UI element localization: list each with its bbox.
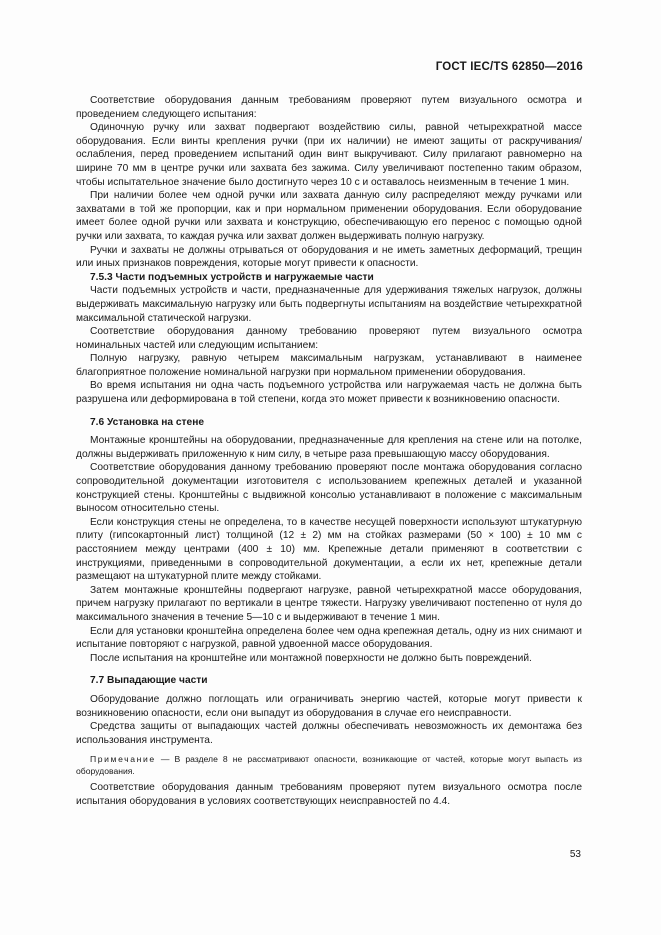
page-number: 53 bbox=[569, 849, 581, 860]
note bbox=[76, 753, 582, 777]
section-heading-7-5-3: 7.5.3 Части подъемных устройств и нагружаемые части bbox=[90, 271, 374, 283]
section-heading-7-6: 7.6 Установка на стене bbox=[90, 416, 205, 428]
paragraph: Оборудование должно поглощать или ограничивать энергию частей, которые могут привести к возникновению опасности, если они выпадут из оборудования в случае его неисправности. bbox=[76, 693, 582, 719]
paragraph: При наличии более чем одной ручки или захвата данную силу распределяют между ручками или захватами в той же пропорции, как и при нормальном применении оборудования. Если оборудование имеет более одной ручки или захвата и конструкцию, обеспечивающую его перенос с помощью одной ручки или захвата, то каждая ручка или захват должен выдерживать полную нагрузку. bbox=[76, 190, 582, 242]
paragraph: Полную нагрузку, равную четырем максимальным нагрузкам, устанавливают в наименее благоприятное положение номинальной нагрузки при нормальном применении оборудования. bbox=[76, 353, 582, 378]
paragraph: Соответствие оборудования данным требованиям проверяют путем визуального осмотра после испытания оборудования в условиях соответствующих неисправностей по 4.4. bbox=[76, 782, 582, 807]
paragraph: Соответствие оборудования данному требованию проверяют после монтажа оборудования согласно сопроводительной документации изготовителя с использованием крепежных деталей и указанной конструкцией стены. Кронштейны с выдвижной консолью устанавливают в положение с максимальным выносом относительно стены. bbox=[76, 462, 582, 515]
paragraph: Затем монтажные кронштейны подвергают нагрузке, равной четырехкратной массе оборудования, причем нагрузку прилагают по вертикали в центре тяжести. Нагрузку увеличивают постепенно от нуля до максимального значения в течение 5—10 с и выдерживают в течение 1 мин. bbox=[76, 584, 582, 623]
paragraph: После испытания на кронштейне или монтажной поверхности не должно быть повреждений. bbox=[90, 652, 532, 664]
section-heading-7-7: 7.7 Выпадающие части bbox=[90, 675, 208, 687]
paragraph: Ручки и захваты не должны отрываться от оборудования и не иметь заметных деформаций, трещин или иных признаков повреждения, которые могут привести к опасности. bbox=[76, 244, 582, 270]
note-text: — В разделе 8 не рассматривают опасности, возникающие от частей, которые могут выпасть из оборудования. bbox=[76, 754, 582, 777]
paragraph: Если для установки кронштейна определена более чем одна крепежная деталь, одну из них снимают и испытание повторяют с нагрузкой, равной удвоенной массе оборудования. bbox=[76, 625, 582, 651]
paragraph: Части подъемных устройств и части, предназначенные для удерживания тяжелых нагрузок, должны выдерживать максимальную нагрузку или быть подвергнуты испытаниям на воздействие четырехкратной максимальной статической нагрузки. bbox=[76, 285, 582, 324]
paragraph: Соответствие оборудования данному требованию проверяют путем визуального осмотра номинальных частей или следующим испытанием: bbox=[76, 326, 582, 351]
standard-header: ГОСТ IEC/TS 62850—2016 bbox=[435, 61, 583, 73]
paragraph: Монтажные кронштейны на оборудовании, предназначенные для крепления на стене или на потолке, должны выдерживать приложенную к ним силу, в четыре раза превышающую массу оборудования. bbox=[76, 435, 582, 460]
paragraph: Одиночную ручку или захват подвергают воздействию силы, равной четырехкратной массе оборудования. Если винты крепления ручки (при их наличии) не имеют защиты от раскручивания/ослабления, перед проведением испытаний один винт выкручивают. Силу прилагают равномерно на ширине 70 мм в центре ручки или захвата без зажима. Силу увеличивают постепенно таким образом, чтобы испытательное значение было достигнуто через 10 с и оставалось неизменным в течение 1 мин. bbox=[76, 122, 582, 188]
note-label: Примечание bbox=[90, 754, 156, 765]
document-body bbox=[76, 94, 582, 809]
paragraph: Если конструкция стены не определена, то в качестве несущей поверхности используют штукатурную плиту (гипсокартонный лист) толщиной (12 ± 2) мм на стойках размерами (50 × 100) ± 10 мм с расстоянием между центрами (400 ± 10) мм. Крепежные детали применяют в соответствии с инструкциями, приведенными в сопроводительной документации, а если их нет, крепежные детали размещают на штукатурной плите между стойками. bbox=[76, 516, 582, 583]
paragraph: Во время испытания ни одна часть подъемного устройства или нагружаемая часть не должна быть разрушена или деформирована в той степени, когда это может привести к возникновению опасности. bbox=[76, 380, 582, 406]
paragraph: Средства защиты от выпадающих частей должны обеспечивать невозможность их демонтажа без использования инструмента. bbox=[76, 721, 582, 746]
paragraph: Соответствие оборудования данным требованиям проверяют путем визуального осмотра и проведением следующего испытания: bbox=[76, 95, 582, 120]
